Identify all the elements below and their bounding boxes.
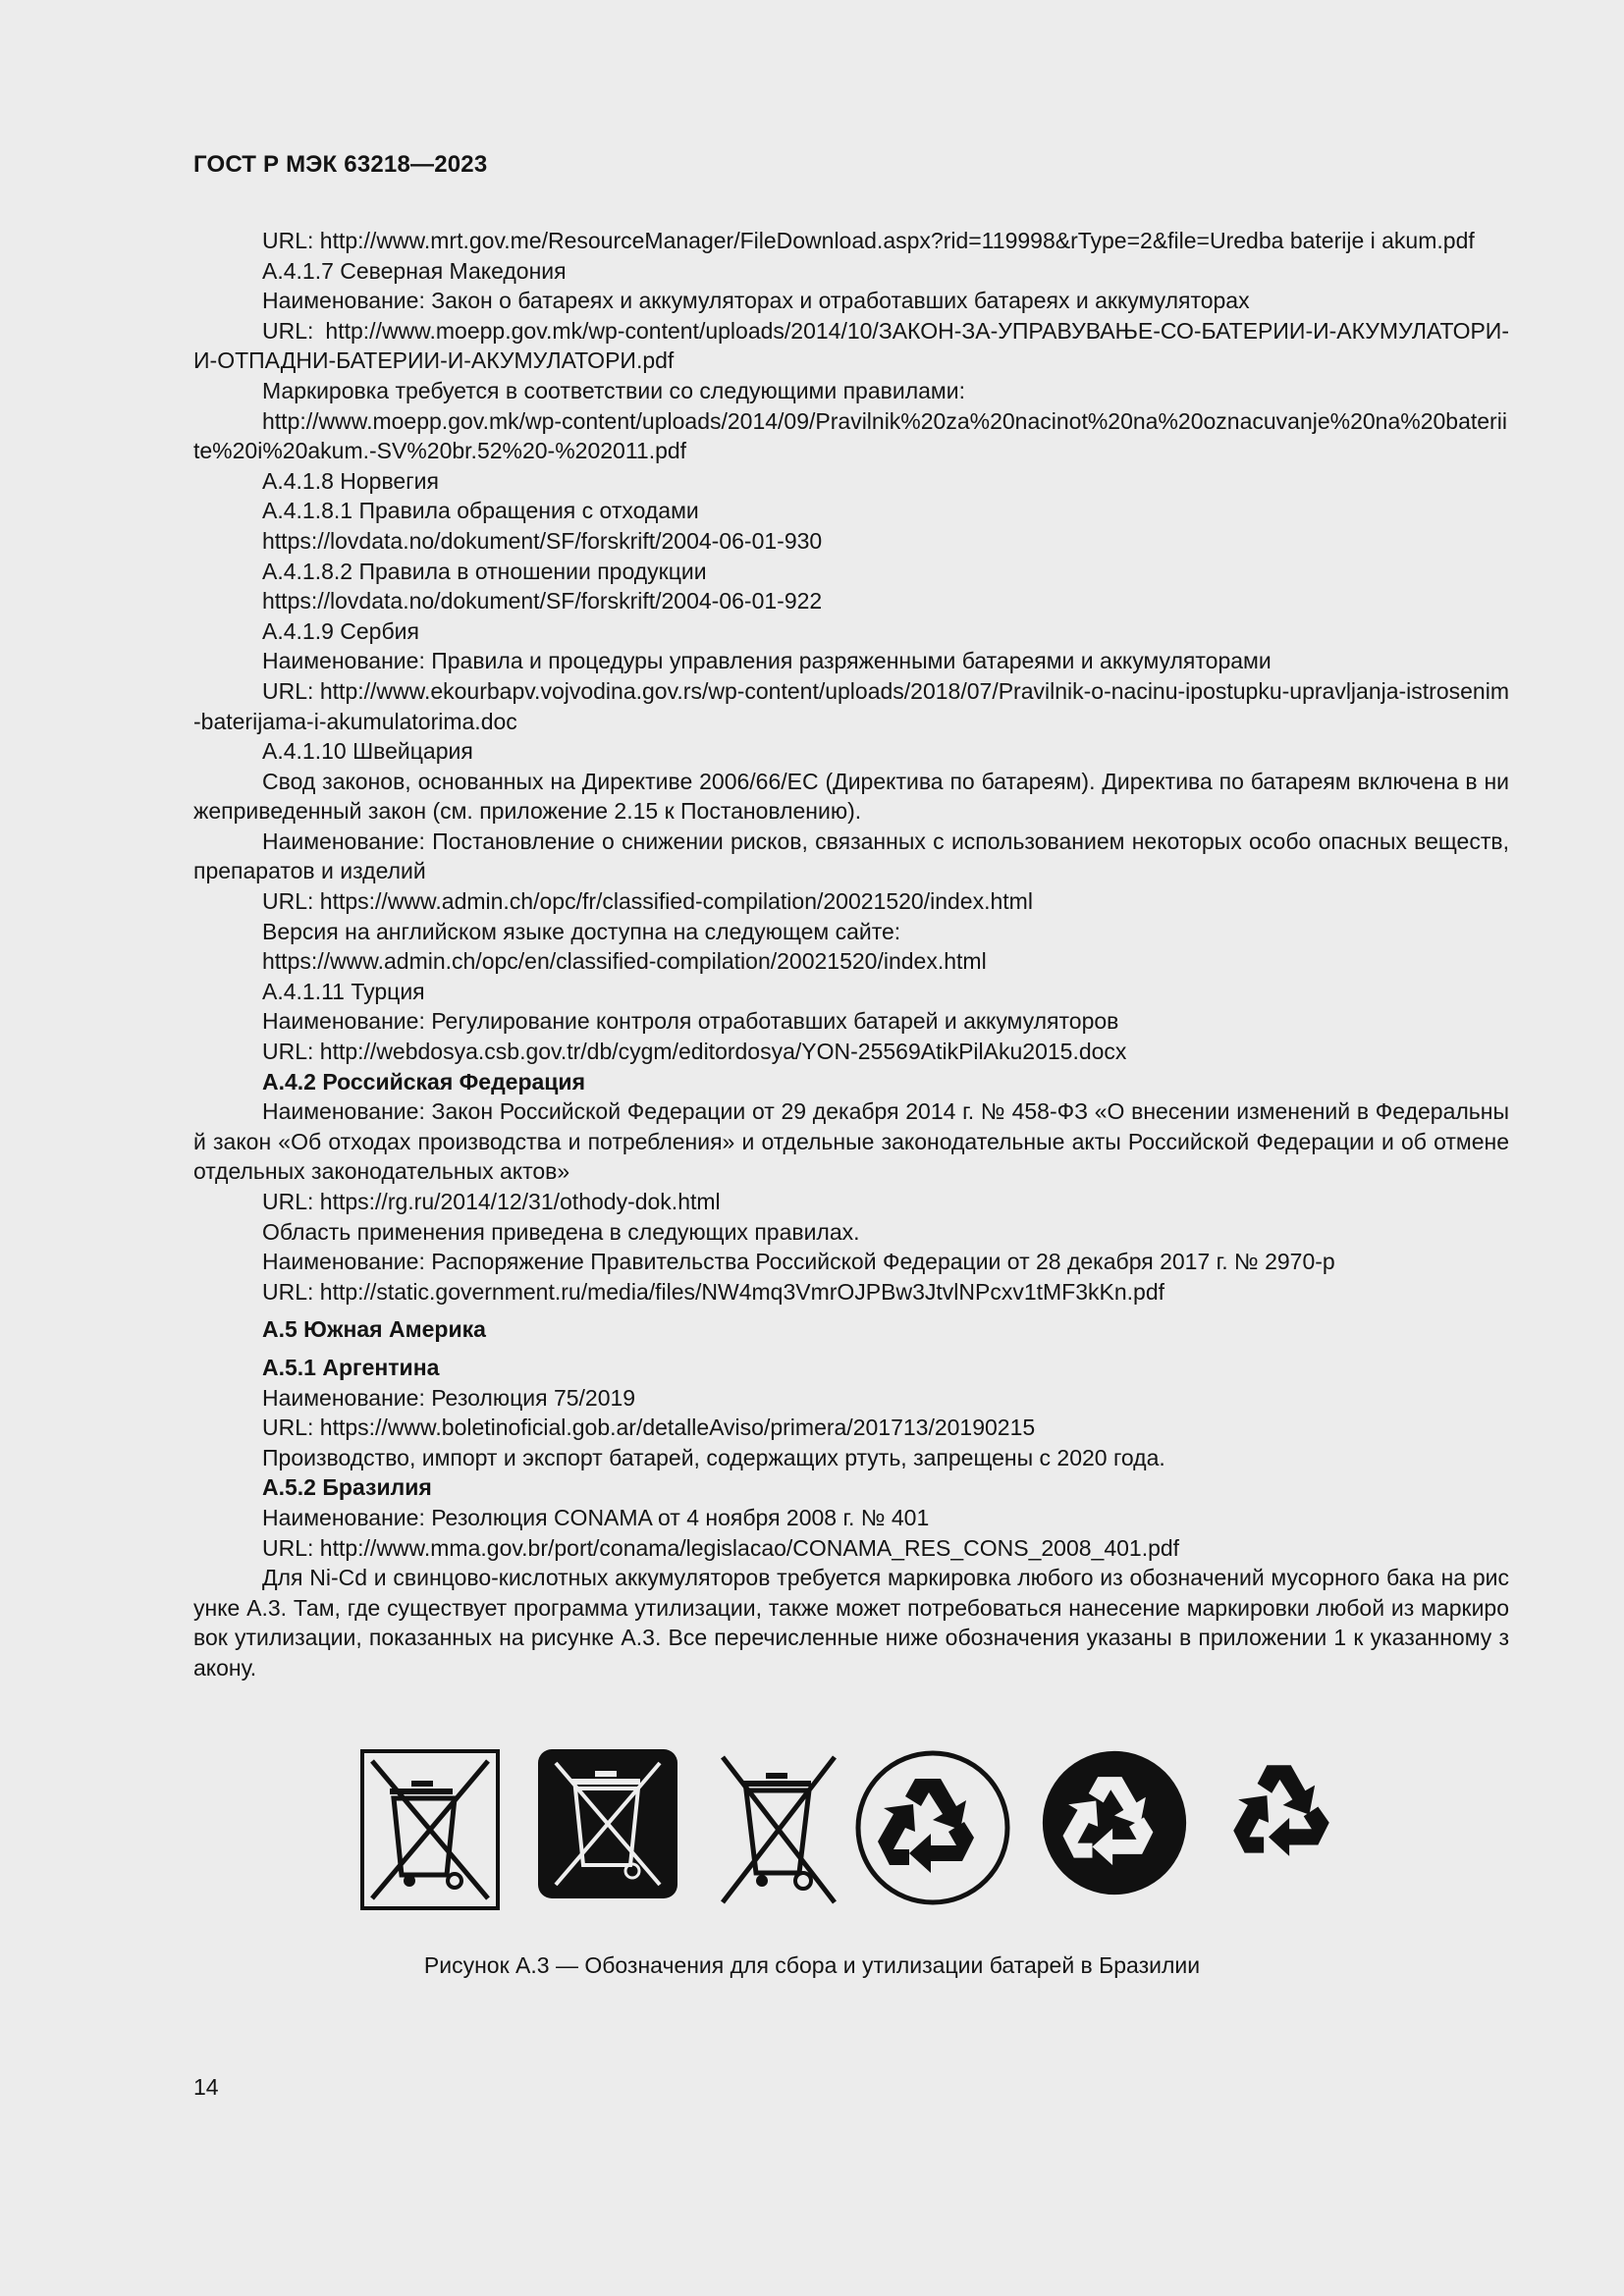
crossed-bin-framed-icon [360,1749,500,1910]
document-header: ГОСТ Р МЭК 63218—2023 [193,151,488,178]
paragraph: Область применения приведена в следующих правилах. [262,1218,860,1245]
paragraph: URL: https://www.admin.ch/opc/fr/classified-compilation/20021520/index.html [262,888,1033,915]
paragraph: A.4.1.8 Норвегия [262,467,439,494]
paragraph: URL: https://rg.ru/2014/12/31/othody-dok.html [262,1189,721,1214]
paragraph: A.4.1.8.1 Правила обращения с отходами [262,498,699,524]
section-heading: A.5.2 Бразилия [262,1474,432,1501]
paragraph: Наименование: Постановление о снижении рисков, связанных с использованием некоторых особо опасных веществ, препаратов и изделий [193,828,1509,884]
recycle-arrows-icon [1218,1749,1345,1877]
paragraph: Для Ni-Cd и свинцово-кислотных аккумуляторов требуется маркировка любого из обозначений мусорного бака на рисунке А.3. Там, где существует программа утилизации, также может потребоваться нанесение маркировки любой из маркировок утилизации, показанных на рисунке А.3. Все перечисленные ниже обозначения указаны в приложении 1 к указанному закону. [193,1565,1509,1681]
paragraph: URL: http://webdosya.csb.gov.tr/db/cygm/editordosya/YON-25569AtikPilAku2015.docx [262,1039,1127,1065]
paragraph: Наименование: Закон Российской Федерации от 29 декабря 2014 г. № 458-ФЗ «О внесении изменений в Федеральный закон «Об отходах производства и потребления» и отдельные законодательные акты Российской Федерации и об отмене отдельных законодательных актов» [193,1098,1509,1185]
paragraph: A.4.1.7 Северная Македония [262,257,567,284]
recycle-circle-filled-icon [1041,1749,1188,1896]
paragraph: Наименование: Резолюция CONAMA от 4 ноября 2008 г. № 401 [262,1504,930,1530]
paragraph: URL: http://www.moepp.gov.mk/wp-content/uploads/2014/10/ЗАКОН-ЗА-УПРАВУВАЊЕ-СО-БАТЕРИИ-И-АКУМУЛАТОРИ-И-ОТПАДНИ-БАТЕРИИ-И-АКУМУЛАТОРИ.pdf [193,317,1509,374]
paragraph: A.4.1.10 Швейцария [262,738,473,765]
paragraph: Наименование: Правила и процедуры управления разряженными батареями и аккумуляторами [262,648,1272,674]
paragraph: URL: https://www.boletinoficial.gob.ar/detalleAviso/primera/201713/20190215 [262,1415,1036,1441]
paragraph: A.4.1.11 Турция [262,978,425,1004]
figure-a3 [353,1749,1355,1916]
figure-caption: Рисунок А.3 — Обозначения для сбора и утилизации батарей в Бразилии [423,1952,1201,1978]
paragraph: http://www.moepp.gov.mk/wp-content/uploads/2014/09/Pravilnik%20za%20nacinot%20na%20oznacuvanje%20na%20bateriite%20i%20akum.-SV%20br.52%20-%202011.pdf [193,407,1507,464]
recycle-circle-outline-icon [854,1749,1011,1906]
paragraph: A.4.1.9 Сербия [262,617,419,644]
document-body [193,226,1509,1683]
paragraph: URL: http://static.government.ru/media/files/NW4mq3VmrOJPBw3JtvlNPcxv1tMF3kKn.pdf [262,1278,1165,1305]
paragraph: Наименование: Резолюция 75/2019 [262,1384,636,1411]
paragraph: https://lovdata.no/dokument/SF/forskrift/2004-06-01-930 [262,527,823,554]
paragraph: Наименование: Закон о батареях и аккумуляторах и отработавших батареях и аккумуляторах [262,288,1250,314]
page-number: 14 [193,2074,219,2100]
paragraph: URL: http://www.ekourbapv.vojvodina.gov.rs/wp-content/uploads/2018/07/Pravilnik-o-nacinu-ipostupku-upravljanja-istrosenim-baterijama-i-akumulatorima.doc [193,677,1509,734]
paragraph: https://lovdata.no/dokument/SF/forskrift/2004-06-01-922 [262,588,823,614]
section-heading: A.5 Южная Америка [262,1316,486,1343]
paragraph: Свод законов, основанных на Директиве 2006/66/ЕС (Директива по батареям). Директива по батареям включена в нижеприведенный закон (см. приложение 2.15 к Постановлению). [193,768,1509,825]
paragraph: URL: http://www.mrt.gov.me/ResourceManager/FileDownload.aspx?rid=119998&rType=2&file=Uredba baterije i akum.pdf [262,228,1475,253]
paragraph: URL: http://www.mma.gov.br/port/conama/legislacao/CONAMA_RES_CONS_2008_401.pdf [262,1534,1180,1561]
section-heading: A.4.2 Российская Федерация [262,1068,585,1095]
paragraph: Наименование: Регулирование контроля отработавших батарей и аккумуляторов [262,1008,1119,1035]
section-heading: A.5.1 Аргентина [262,1354,440,1380]
crossed-bin-inverted-icon [538,1749,677,1898]
paragraph: Наименование: Распоряжение Правительства Российской Федерации от 28 декабря 2017 г. № 2970-р [262,1249,1335,1275]
paragraph: Маркировка требуется в соответствии со следующими правилами: [262,377,965,403]
paragraph: Производство, импорт и экспорт батарей, содержащих ртуть, запрещены с 2020 года. [262,1444,1165,1470]
paragraph: https://www.admin.ch/opc/en/classified-compilation/20021520/index.html [262,948,987,975]
paragraph: A.4.1.8.2 Правила в отношении продукции [262,558,707,584]
paragraph: Версия на английском языке доступна на следующем сайте: [262,918,901,944]
crossed-bin-icon [715,1749,842,1910]
